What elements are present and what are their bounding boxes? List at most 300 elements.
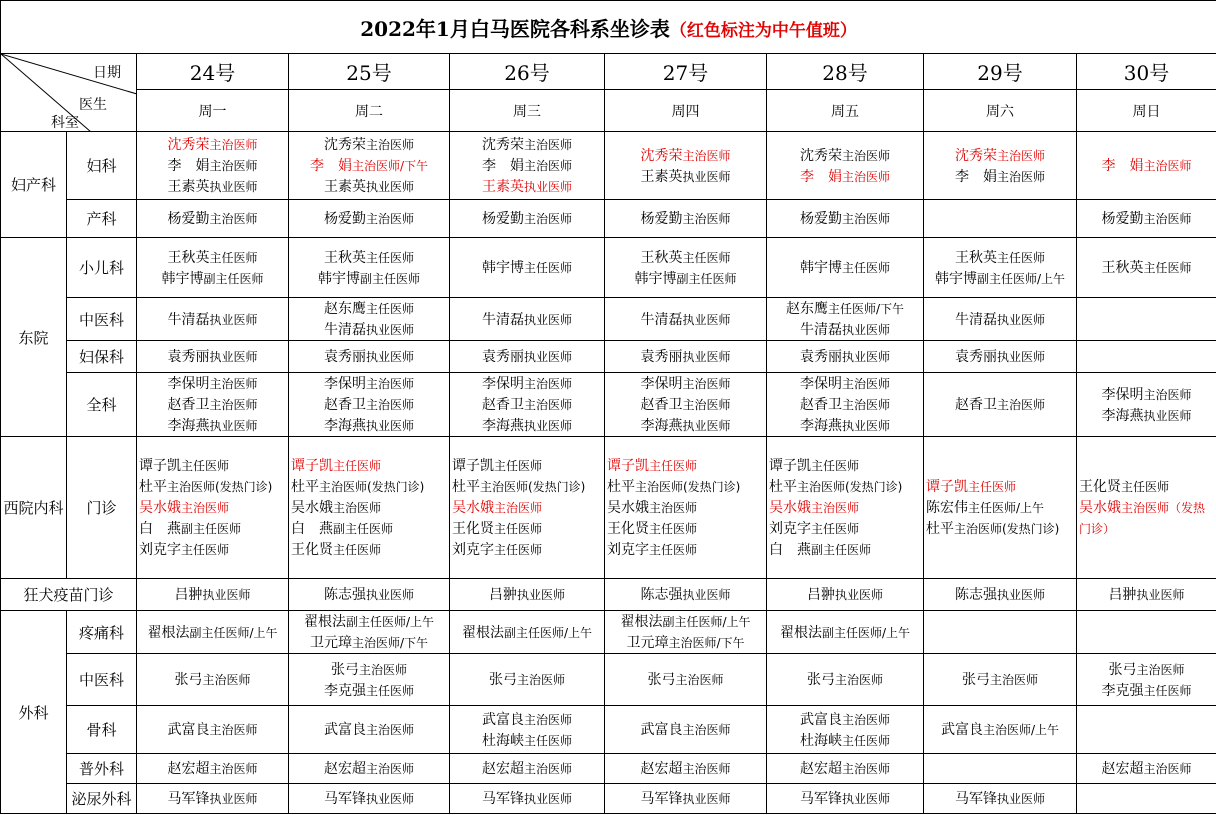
doctor-title: 执业医师 <box>209 312 258 327</box>
schedule-cell-day-2 <box>450 706 605 754</box>
schedule-cell-day-6 <box>1077 373 1216 437</box>
schedule-cell-day-1 <box>289 200 450 238</box>
schedule-row <box>1 437 1216 579</box>
doctor-name: 沈秀荣 <box>799 147 842 164</box>
doctor-name: 王秋英 <box>640 249 683 266</box>
doctor-title: 副主任医师 <box>333 522 394 536</box>
schedule-cell-day-3 <box>605 706 767 754</box>
schedule-cell-day-6 <box>1077 200 1216 238</box>
doctor-entry <box>767 730 923 751</box>
doctor-entry <box>137 268 288 289</box>
doctor-entry <box>605 394 766 415</box>
doctor-entry <box>450 134 604 155</box>
doctor-entry <box>605 758 766 779</box>
doctor-name: 张弓 <box>806 672 835 688</box>
doctor-entry <box>137 758 288 779</box>
doctor-entry <box>289 632 449 653</box>
doctor-list <box>289 208 449 229</box>
doctor-entry <box>767 208 923 229</box>
doctor-entry <box>924 166 1076 187</box>
doctor-title: 主任医师 <box>365 302 414 316</box>
doctor-entry <box>767 622 923 643</box>
doctor-list <box>767 758 923 779</box>
doctor-name: 韩宇博 <box>317 270 360 287</box>
doctor-entry <box>767 298 923 319</box>
schedule-cell-day-1 <box>289 132 450 200</box>
schedule-cell-day-5 <box>924 238 1077 298</box>
doctor-name: 杜平 <box>139 479 167 495</box>
category-cell: 东院 <box>1 238 67 437</box>
doctor-entry <box>924 788 1076 809</box>
weekday-header-4: 周五 <box>767 90 924 132</box>
doctor-list <box>605 145 766 187</box>
schedule-cell-day-3 <box>605 754 767 784</box>
doctor-title: 主任医师 <box>1143 683 1192 698</box>
schedule-cell-day-0 <box>137 754 289 784</box>
doctor-name: 李 娟 <box>481 158 524 174</box>
doctor-name: 赵宏超 <box>1101 761 1144 777</box>
schedule-row <box>1 611 1216 654</box>
schedule-cell-day-2 <box>450 341 605 373</box>
schedule-cell-day-2 <box>450 437 605 579</box>
doctor-name: 韩宇博 <box>799 260 842 276</box>
doctor-list <box>1077 208 1216 229</box>
doctor-entry <box>291 476 449 497</box>
doctor-name: 翟根法 <box>147 624 190 641</box>
doctor-title: 主任医师 <box>333 459 382 473</box>
doctor-name: 李保明 <box>640 376 683 392</box>
doctor-title: 主治医师 <box>181 501 230 515</box>
doctor-list <box>605 758 766 779</box>
schedule-cell-day-5 <box>924 341 1077 373</box>
schedule-cell-day-5 <box>924 132 1077 200</box>
schedule-cell-day-4 <box>767 654 924 706</box>
doctor-entry <box>289 134 449 155</box>
weekday-header-3: 周四 <box>605 90 767 132</box>
doctor-name: 王素英 <box>167 179 210 195</box>
doctor-name: 杨爱勤 <box>481 211 524 227</box>
schedule-cell-day-1 <box>289 784 450 814</box>
doctor-name: 王素英 <box>640 168 683 185</box>
doctor-title: 主治医师 <box>682 212 731 226</box>
doctor-entry <box>289 247 449 268</box>
doctor-name: 武富良 <box>323 722 366 738</box>
doctor-entry <box>289 680 449 701</box>
doctor-title: 主治医师 <box>1143 762 1192 776</box>
title-note: （红色标注为中午值班） <box>669 20 857 41</box>
schedule-cell-day-1 <box>289 373 450 437</box>
doctor-title: 主治医师 <box>841 148 890 163</box>
doctor-title: 主治医师 <box>523 377 572 391</box>
schedule-cell-day-6 <box>1077 754 1216 784</box>
doctor-title: 主治医师 <box>989 673 1038 687</box>
doctor-name: 吴水娥 <box>1079 500 1121 516</box>
doctor-name: 李保明 <box>799 376 842 392</box>
doctor-entry <box>1077 155 1216 176</box>
doctor-name: 赵香卫 <box>799 397 842 413</box>
schedule-cell-day-1 <box>289 341 450 373</box>
schedule-cell-day-6 <box>1077 654 1216 706</box>
schedule-cell-day-0 <box>137 654 289 706</box>
doctor-entry <box>289 584 449 605</box>
doctor-title: 主治医师 <box>841 762 890 776</box>
doctor-name: 刘克字 <box>607 542 649 558</box>
doctor-title: 主治医师/下午 <box>668 636 745 650</box>
doctor-title: 副主任医师/上午 <box>821 625 911 640</box>
doctor-list <box>289 134 449 197</box>
doctor-title: 执业医师 <box>523 312 572 327</box>
doctor-name: 牛清磊 <box>481 311 524 328</box>
doctor-list <box>137 134 288 197</box>
doctor-title: 主治医师 <box>1143 159 1192 173</box>
doctor-title: 主治医师 <box>494 501 543 515</box>
doctor-title: 副主任医师/上午 <box>503 625 593 640</box>
corner-doctor-label: 医生 <box>79 97 107 113</box>
doctor-title: 主任医师 <box>494 459 543 473</box>
schedule-cell-day-3 <box>605 611 767 654</box>
doctor-entry <box>767 257 923 278</box>
doctor-list <box>924 309 1076 330</box>
doctor-list <box>289 719 449 740</box>
doctor-entry <box>769 455 923 476</box>
doctor-entry <box>605 611 766 632</box>
doctor-name: 吴水娥 <box>452 500 494 516</box>
doctor-entry <box>924 346 1076 367</box>
schedule-cell-day-5 <box>924 706 1077 754</box>
schedule-cell-day-3 <box>605 373 767 437</box>
doctor-entry <box>1077 208 1216 229</box>
schedule-cell-day-0 <box>137 784 289 814</box>
doctor-list <box>605 669 766 690</box>
doctor-entry <box>289 659 449 680</box>
doctor-list <box>289 788 449 809</box>
doctor-name: 陈志强 <box>323 587 366 603</box>
doctor-title: 执业医师 <box>682 169 731 184</box>
doctor-entry <box>289 788 449 809</box>
doctor-name: 张弓 <box>330 661 359 678</box>
schedule-cell-day-0 <box>137 373 289 437</box>
department-cell: 门诊 <box>67 437 137 579</box>
schedule-cell-day-6 <box>1077 611 1216 654</box>
doctor-entry <box>926 518 1076 539</box>
doctor-title: 执业医师 <box>209 419 258 433</box>
doctor-name: 袁秀丽 <box>799 349 842 365</box>
doctor-title: 副主任医师 <box>676 271 737 286</box>
category-cell: 外科 <box>1 611 67 814</box>
doctor-list <box>1077 155 1216 176</box>
date-header-6: 30号 <box>1077 54 1216 90</box>
doctor-entry <box>605 145 766 166</box>
schedule-cell-day-2 <box>450 611 605 654</box>
department-cell: 骨科 <box>67 706 137 754</box>
doctor-list <box>605 788 766 809</box>
doctor-name: 翟根法 <box>303 614 346 630</box>
doctor-entry <box>139 539 288 560</box>
schedule-cell-day-0 <box>137 706 289 754</box>
doctor-title: 主治医师 <box>365 762 414 776</box>
doctor-entry <box>605 584 766 605</box>
doctor-list <box>924 669 1076 690</box>
doctor-title: 副主任医师/上午 <box>345 615 435 629</box>
schedule-cell-day-1 <box>289 754 450 784</box>
doctor-entry <box>137 208 288 229</box>
doctor-name: 袁秀丽 <box>167 349 210 365</box>
doctor-list <box>1077 659 1216 701</box>
corner-date-label: 日期 <box>93 65 121 81</box>
doctor-entry <box>924 247 1076 268</box>
date-header-1: 25号 <box>289 54 450 90</box>
doctor-entry <box>605 247 766 268</box>
department-cell: 全科 <box>67 373 137 437</box>
doctor-title: 主治医师 <box>841 169 890 184</box>
schedule-cell-day-4 <box>767 754 924 784</box>
doctor-list <box>137 373 288 436</box>
doctor-list <box>924 145 1076 187</box>
doctor-name: 翟根法 <box>779 624 822 641</box>
doctor-entry <box>137 788 288 809</box>
category-cell: 狂犬疫苗门诊 <box>1 579 137 611</box>
doctor-entry <box>450 622 604 643</box>
doctor-entry <box>1077 384 1216 405</box>
doctor-title: 主治医师 <box>516 673 565 687</box>
schedule-cell-day-1 <box>289 654 450 706</box>
doctor-list <box>767 669 923 690</box>
doctor-name: 张弓 <box>647 672 676 688</box>
weekday-header-2: 周三 <box>450 90 605 132</box>
doctor-entry <box>289 719 449 740</box>
doctor-name: 武富良 <box>799 711 842 728</box>
doctor-name: 李海燕 <box>799 418 842 434</box>
doctor-entry <box>605 346 766 367</box>
doctor-list <box>137 208 288 229</box>
schedule-row <box>1 706 1216 754</box>
doctor-entry <box>450 730 604 751</box>
doctor-list <box>137 669 288 690</box>
doctor-list <box>137 719 288 740</box>
doctor-title: 主治医师 <box>811 501 860 515</box>
schedule-cell-day-1 <box>289 298 450 341</box>
doctor-name: 陈志强 <box>640 587 683 603</box>
doctor-name: 赵宏超 <box>323 761 366 777</box>
schedule-cell-day-2 <box>450 754 605 784</box>
doctor-list <box>605 584 766 605</box>
date-header-5: 29号 <box>924 54 1077 90</box>
doctor-entry <box>452 476 604 497</box>
doctor-name: 袁秀丽 <box>954 349 997 365</box>
doctor-title: 执业医师 <box>523 419 572 433</box>
doctor-entry <box>769 539 923 560</box>
doctor-entry <box>924 669 1076 690</box>
schedule-row <box>1 579 1216 611</box>
doctor-list <box>767 373 923 436</box>
doctor-title: 主任医师 <box>181 459 230 473</box>
doctor-title: 主治医师(发热门诊) <box>954 522 1060 536</box>
doctor-name: 王化贤 <box>607 521 649 537</box>
doctor-entry <box>926 476 1076 497</box>
doctor-title: 主任医师 <box>209 250 258 265</box>
schedule-cell-day-4 <box>767 611 924 654</box>
doctor-title: 主治医师 <box>365 398 414 412</box>
doctor-title: 执业医师 <box>365 350 414 364</box>
weekday-header-5: 周六 <box>924 90 1077 132</box>
doctor-name: 谭子凯 <box>769 458 811 474</box>
doctor-list <box>767 709 923 751</box>
doctor-title: 主治医师 <box>358 662 407 677</box>
date-header-4: 28号 <box>767 54 924 90</box>
doctor-title: 执业医师 <box>841 419 890 433</box>
schedule-cell-day-0 <box>137 132 289 200</box>
date-header-2: 26号 <box>450 54 605 90</box>
schedule-cell-day-0 <box>137 579 289 611</box>
doctor-title: 主治医师 <box>209 762 258 776</box>
doctor-entry <box>289 758 449 779</box>
doctor-entry <box>289 208 449 229</box>
doctor-entry <box>450 309 604 330</box>
doctor-list <box>450 373 604 436</box>
doctor-title: 主治医师 <box>996 169 1045 184</box>
schedule-cell-day-0 <box>137 341 289 373</box>
doctor-title: 主任医师 <box>523 733 572 748</box>
doctor-name: 马军锋 <box>799 791 842 807</box>
doctor-entry <box>289 394 449 415</box>
schedule-cell-day-4 <box>767 200 924 238</box>
doctor-title: 主治医师 <box>682 148 731 163</box>
doctor-entry <box>767 788 923 809</box>
doctor-title: 主治医师 <box>1143 387 1192 402</box>
doctor-title: 主任医师 <box>968 480 1017 494</box>
schedule-cell-day-5 <box>924 298 1077 341</box>
schedule-cell-day-3 <box>605 784 767 814</box>
doctor-title: 主治医师 <box>523 212 572 226</box>
doctor-list <box>767 298 923 340</box>
doctor-list <box>767 346 923 367</box>
doctor-entry <box>605 373 766 394</box>
doctor-name: 谭子凯 <box>607 458 649 474</box>
doctor-title: 主任医师 <box>365 683 414 698</box>
schedule-cell-day-1 <box>289 706 450 754</box>
doctor-entry <box>767 584 923 605</box>
schedule-cell-day-1 <box>289 579 450 611</box>
department-cell: 泌尿外科 <box>67 784 137 814</box>
doctor-list <box>767 455 923 560</box>
doctor-title: 主治医师 <box>675 673 724 687</box>
schedule-row <box>1 341 1216 373</box>
doctor-name: 白 燕 <box>139 521 181 537</box>
doctor-name: 韩宇博 <box>161 270 204 287</box>
doctor-title: 执业医师 <box>841 323 890 337</box>
doctor-name: 翟根法 <box>620 614 663 630</box>
doctor-name: 武富良 <box>481 711 524 728</box>
doctor-list <box>137 758 288 779</box>
doctor-entry <box>137 346 288 367</box>
doctor-title: 执业医师 <box>1136 588 1185 602</box>
doctor-name: 武富良 <box>940 722 983 738</box>
doctor-title: 副主任医师/上午 <box>662 615 751 629</box>
doctor-title: 执业医师 <box>682 792 731 806</box>
schedule-row <box>1 132 1216 200</box>
schedule-cell-day-4 <box>767 784 924 814</box>
doctor-title: 副主任医师 <box>203 271 264 286</box>
doctor-entry <box>767 319 923 340</box>
doctor-title: 主治医师 <box>523 138 572 152</box>
doctor-name: 刘克字 <box>769 521 811 537</box>
doctor-title: 执业医师 <box>523 792 572 806</box>
doctor-list <box>1077 257 1216 278</box>
doctor-title: 执业医师 <box>682 588 731 602</box>
schedule-cell-day-4 <box>767 579 924 611</box>
schedule-cell-day-0 <box>137 200 289 238</box>
doctor-name: 张弓 <box>961 672 990 688</box>
doctor-name: 李海燕 <box>481 418 524 434</box>
doctor-name: 马军锋 <box>481 791 524 807</box>
doctor-entry <box>767 394 923 415</box>
doctor-list <box>137 309 288 330</box>
schedule-cell-day-1 <box>289 611 450 654</box>
doctor-list <box>450 455 604 560</box>
doctor-list <box>605 455 766 560</box>
doctor-list <box>605 208 766 229</box>
doctor-title: 主治医师/上午 <box>982 723 1060 737</box>
doctor-list <box>137 622 288 643</box>
schedule-cell-day-4 <box>767 298 924 341</box>
doctor-entry <box>452 539 604 560</box>
schedule-cell-day-2 <box>450 654 605 706</box>
doctor-entry <box>767 709 923 730</box>
department-cell: 妇保科 <box>67 341 137 373</box>
doctor-name: 张弓 <box>488 672 517 688</box>
doctor-name: 沈秀荣 <box>640 147 683 164</box>
doctor-entry <box>605 415 766 436</box>
doctor-list <box>605 373 766 436</box>
schedule-cell-day-0 <box>137 238 289 298</box>
doctor-list <box>767 257 923 278</box>
schedule-cell-day-6 <box>1077 238 1216 298</box>
doctor-entry <box>139 476 288 497</box>
doctor-entry <box>450 758 604 779</box>
doctor-name: 吕翀 <box>174 587 203 603</box>
doctor-entry <box>607 497 766 518</box>
doctor-name: 陈志强 <box>954 587 997 603</box>
doctor-name: 刘克字 <box>139 542 181 558</box>
doctor-title: 主治医师 <box>682 377 731 391</box>
doctor-name: 谭子凯 <box>139 458 181 474</box>
category-cell: 妇产科 <box>1 132 67 238</box>
doctor-list <box>289 584 449 605</box>
schedule-cell-day-3 <box>605 200 767 238</box>
doctor-list <box>767 788 923 809</box>
doctor-name: 王化贤 <box>291 542 333 558</box>
doctor-title: 主治医师 <box>523 159 572 173</box>
doctor-list <box>289 247 449 289</box>
doctor-entry <box>769 497 923 518</box>
doctor-title: 主治医师(发热门诊) <box>319 480 425 494</box>
doctor-list <box>924 584 1076 605</box>
doctor-name: 李保明 <box>1101 386 1144 403</box>
doctor-list <box>450 134 604 197</box>
doctor-name: 王秋英 <box>323 249 366 266</box>
doctor-title: 执业医师 <box>682 350 731 364</box>
doctor-entry <box>137 719 288 740</box>
doctor-list <box>289 346 449 367</box>
doctor-name: 李 娟 <box>799 168 842 185</box>
doctor-name: 杜海峡 <box>799 732 842 749</box>
doctor-name: 谭子凯 <box>291 458 333 474</box>
doctor-name: 沈秀荣 <box>323 137 366 153</box>
doctor-list <box>450 208 604 229</box>
doctor-name: 李 娟 <box>167 158 210 174</box>
doctor-entry <box>767 166 923 187</box>
doctor-entry <box>137 584 288 605</box>
